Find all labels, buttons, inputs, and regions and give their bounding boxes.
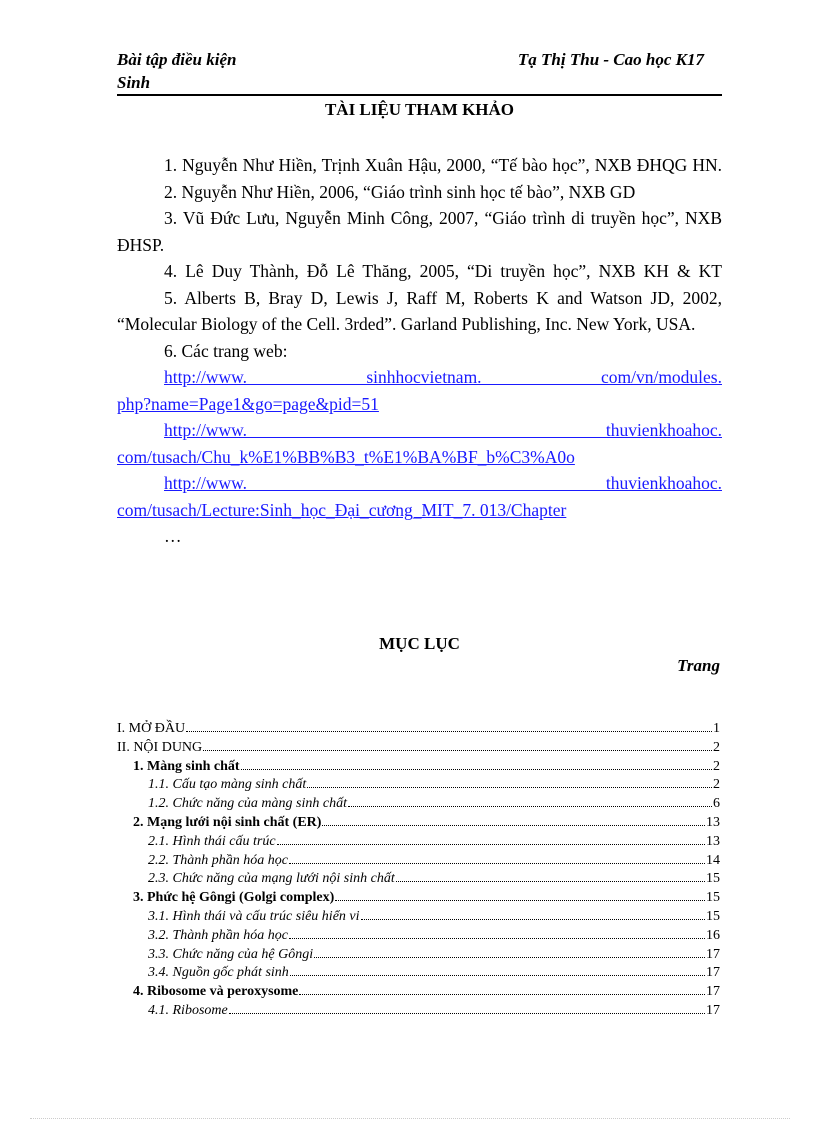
toc-entry-page: 2 bbox=[713, 777, 720, 793]
toc-leader-dots bbox=[186, 730, 712, 732]
toc-leader-dots bbox=[361, 918, 705, 920]
toc-entry-label: 2.2. Thành phần hóa học bbox=[148, 852, 288, 868]
toc-entry[interactable] bbox=[117, 889, 720, 908]
toc-entry-page: 17 bbox=[706, 965, 720, 981]
header-right: Tạ Thị Thu - Cao học K17 bbox=[517, 50, 704, 69]
toc-entry-label: 4.1. Ribosome bbox=[148, 1002, 228, 1018]
references-ellipsis: … bbox=[164, 526, 182, 546]
toc-entry-label: 1. Màng sinh chất bbox=[133, 758, 240, 774]
toc-entry[interactable] bbox=[117, 758, 720, 777]
toc-title: MỤC LỤC bbox=[379, 634, 460, 653]
header-left bbox=[117, 48, 297, 94]
toc-page-label: Trang bbox=[677, 656, 720, 675]
toc-entry[interactable] bbox=[117, 946, 720, 965]
toc-leader-dots bbox=[290, 974, 705, 976]
toc-entry-label: II. NỘI DUNG bbox=[117, 739, 203, 755]
web-link-3a[interactable]: http://www. thuvienkhoahoc. bbox=[164, 473, 722, 493]
toc-entry-page: 6 bbox=[713, 796, 720, 812]
toc-entry-label: 3.2. Thành phần hóa học bbox=[148, 927, 288, 943]
toc-entry-label: 2. Mạng lưới nội sinh chất (ER) bbox=[133, 814, 322, 830]
toc-entry-label: 3.1. Hình thái và cấu trúc siêu hiển vi bbox=[148, 908, 360, 924]
toc-leader-dots bbox=[299, 993, 705, 995]
toc-leader-dots bbox=[335, 899, 705, 901]
toc-leader-dots bbox=[396, 880, 705, 882]
toc-entry-page: 17 bbox=[706, 984, 720, 1000]
toc-entry[interactable] bbox=[117, 739, 720, 758]
toc-entry-label: 2.1. Hình thái cấu trúc bbox=[148, 833, 276, 849]
toc-entry-label: 1.2. Chức năng của màng sinh chất bbox=[148, 796, 347, 812]
reference-item: 5. Alberts B, Bray D, Lewis J, Raff M, Roberts K and Watson JD, 2002, “Molecular Biology of the Cell. 3rded”. Garland Publishing, Inc. New York, USA. bbox=[117, 287, 722, 334]
toc-entry[interactable] bbox=[117, 927, 720, 946]
toc-entry[interactable] bbox=[117, 795, 720, 814]
toc-entry[interactable] bbox=[117, 852, 720, 871]
toc-leader-dots bbox=[314, 956, 705, 958]
toc-entry[interactable] bbox=[117, 720, 720, 739]
toc-leader-dots bbox=[348, 805, 712, 807]
footer-divider bbox=[30, 1118, 790, 1119]
toc-entry-label: 4. Ribosome và peroxysome bbox=[133, 984, 299, 1000]
web-link-line[interactable] bbox=[117, 497, 722, 524]
web-link-2b[interactable]: com/tusach/Chu_k%E1%BB%B3_t%E1%BA%BF_b%C3%A0o bbox=[117, 446, 575, 467]
web-link-line[interactable] bbox=[117, 444, 722, 471]
toc-entry-page: 15 bbox=[706, 908, 720, 924]
web-link-line[interactable] bbox=[117, 417, 722, 444]
web-link-1b[interactable]: php?name=Page1&go=page&pid=51 bbox=[117, 393, 379, 414]
toc-entry-page: 14 bbox=[706, 852, 720, 868]
toc-entry-page: 2 bbox=[713, 739, 720, 755]
reference-item: 4. Lê Duy Thành, Đỗ Lê Thăng, 2005, “Di truyền học”, NXB KH & KT bbox=[164, 261, 722, 281]
toc-entry-label: 1.1. Cấu tạo màng sinh chất bbox=[148, 777, 307, 793]
references-title: TÀI LIỆU THAM KHẢO bbox=[324, 100, 515, 119]
web-link-line[interactable] bbox=[117, 470, 722, 497]
toc-entry[interactable] bbox=[117, 983, 720, 1002]
toc-leader-dots bbox=[241, 768, 712, 770]
toc-entry-label: 3.4. Nguồn gốc phát sinh bbox=[148, 965, 289, 981]
toc-entry[interactable] bbox=[117, 833, 720, 852]
web-link-2a[interactable]: http://www. thuvienkhoahoc. bbox=[164, 420, 722, 440]
reference-item: 2. Nguyễn Như Hiền, 2006, “Giáo trình sinh học tế bào”, NXB GD bbox=[164, 181, 636, 202]
web-link-line[interactable] bbox=[117, 391, 722, 418]
toc-leader-dots bbox=[322, 824, 705, 826]
page-header bbox=[117, 48, 722, 96]
toc-entry-label: 2.3. Chức năng của mạng lưới nội sinh chất bbox=[148, 871, 395, 887]
web-link-line[interactable] bbox=[117, 364, 722, 391]
reference-item: 3. Vũ Đức Lưu, Nguyễn Minh Công, 2007, “Giáo trình di truyền học”, NXB ĐHSP. bbox=[117, 208, 722, 255]
toc-entry-page: 15 bbox=[706, 890, 720, 906]
web-link-1a[interactable]: http://www. sinhhocvietnam. com/vn/modules. bbox=[164, 367, 722, 387]
toc-entry[interactable] bbox=[117, 870, 720, 889]
toc-leader-dots bbox=[289, 937, 705, 939]
reference-item: 1. Nguyễn Như Hiền, Trịnh Xuân Hậu, 2000, “Tế bào học”, NXB ĐHQG HN. bbox=[164, 155, 722, 175]
toc-entry[interactable] bbox=[117, 964, 720, 983]
toc-entry-label: I. MỞ ĐẦU bbox=[117, 721, 186, 736]
toc-entry[interactable] bbox=[117, 776, 720, 795]
table-of-contents bbox=[117, 720, 720, 1021]
toc-entry-page: 17 bbox=[706, 1002, 720, 1018]
toc-entry[interactable] bbox=[117, 814, 720, 833]
toc-entry-label: 3.3. Chức năng của hệ Gôngi bbox=[148, 946, 314, 962]
header-left-line2: Sinh bbox=[117, 73, 151, 92]
toc-entry[interactable] bbox=[117, 908, 720, 927]
toc-entry[interactable] bbox=[117, 1002, 720, 1021]
header-left-line1: Bài tập điều kiện bbox=[117, 50, 237, 69]
toc-leader-dots bbox=[203, 749, 712, 751]
toc-entry-page: 17 bbox=[706, 946, 720, 962]
references-list bbox=[117, 152, 722, 550]
toc-leader-dots bbox=[277, 843, 705, 845]
toc-leader-dots bbox=[307, 786, 712, 788]
toc-leader-dots bbox=[229, 1012, 705, 1014]
toc-entry-page: 1 bbox=[713, 721, 720, 736]
web-link-3b[interactable]: com/tusach/Lecture:Sinh_học_Đại_cương_MIT_7. 013/Chapter bbox=[117, 499, 567, 520]
toc-entry-label: 3. Phức hệ Gôngi (Golgi complex) bbox=[133, 890, 335, 906]
toc-entry-page: 16 bbox=[706, 927, 720, 943]
toc-entry-page: 13 bbox=[706, 814, 720, 830]
toc-entry-page: 13 bbox=[706, 833, 720, 849]
toc-entry-page: 2 bbox=[713, 758, 720, 774]
toc-entry-page: 15 bbox=[706, 871, 720, 887]
reference-item: 6. Các trang web: bbox=[164, 340, 288, 361]
toc-leader-dots bbox=[289, 862, 705, 864]
